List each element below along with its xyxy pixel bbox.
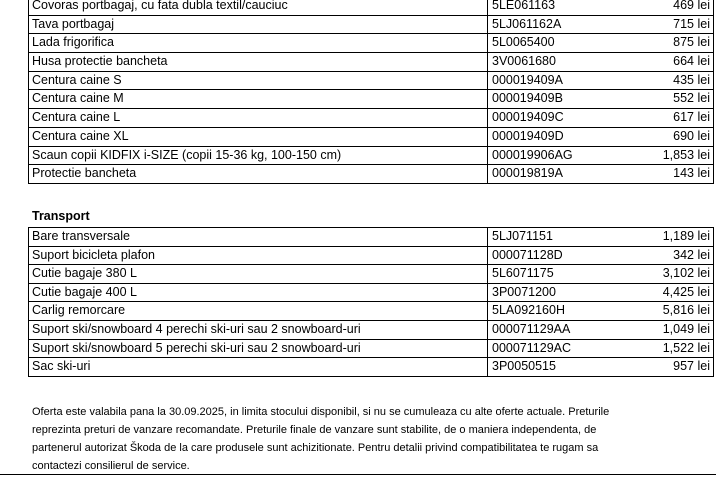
item-price: 552 lei xyxy=(673,91,710,106)
item-name: Suport ski/snowboard 4 perechi ski-uri sau 2 snowboard-uri xyxy=(29,321,488,339)
item-name: Cutie bagaje 400 L xyxy=(29,284,488,302)
offer-disclaimer xyxy=(32,403,712,475)
part-code: 000071129AA xyxy=(492,321,571,336)
part-code: 3P0071200 xyxy=(492,284,556,299)
disclaimer-line: reprezinta preturi de vanzare recomandate. Preturile finale de vanzare sunt stabilite, de o maniera independenta, de xyxy=(32,424,597,436)
part-code: 000019409B xyxy=(492,91,563,106)
item-name: Centura caine L xyxy=(29,109,488,127)
bottom-divider xyxy=(0,474,716,475)
item-price: 690 lei xyxy=(673,128,710,143)
table-row xyxy=(28,0,714,16)
item-price: 469 lei xyxy=(673,0,710,12)
table-row xyxy=(28,16,714,35)
table-row xyxy=(28,109,714,128)
code-price-cell xyxy=(488,53,713,71)
code-price-cell xyxy=(488,34,713,52)
table-row xyxy=(28,34,714,53)
code-price-cell xyxy=(488,90,713,108)
part-code: 000019819A xyxy=(492,166,563,181)
table-row xyxy=(28,302,714,321)
table-row xyxy=(28,265,714,284)
part-code: 3P0050515 xyxy=(492,359,556,374)
table-row xyxy=(28,90,714,109)
code-price-cell xyxy=(488,147,713,165)
part-code: 000071128D xyxy=(492,247,563,262)
part-code: 5L0065400 xyxy=(492,35,555,50)
transport-section-title: Transport xyxy=(32,209,90,223)
item-name: Protectie bancheta xyxy=(29,165,488,183)
disclaimer-line: Oferta este valabila pana la 30.09.2025, in limita stocului disponibil, si nu se cumuleaza cu alte oferte actuale. Preturile xyxy=(32,406,610,418)
item-name: Husa protectie bancheta xyxy=(29,53,488,71)
item-price: 1,853 lei xyxy=(662,147,710,162)
item-price: 5,816 lei xyxy=(662,303,710,318)
item-name: Lada frigorifica xyxy=(29,34,488,52)
disclaimer-line: partenerul autorizat Škoda de la care produsele sunt achizitionate. Pentru detalii privind compatibilitatea te rugam sa xyxy=(32,442,599,454)
item-price: 143 lei xyxy=(673,166,710,181)
item-name: Tava portbagaj xyxy=(29,16,488,34)
item-name: Cutie bagaje 380 L xyxy=(29,265,488,283)
part-code: 5LJ071151 xyxy=(492,229,553,243)
item-name: Suport bicicleta plafon xyxy=(29,247,488,265)
code-price-cell xyxy=(488,247,713,265)
table-row xyxy=(28,128,714,147)
item-name: Bare transversale xyxy=(29,228,488,246)
part-code: 5LE061163 xyxy=(492,0,556,12)
code-price-cell xyxy=(488,16,713,34)
disclaimer-line: contactezi consilierul de service. xyxy=(32,460,190,472)
code-price-cell xyxy=(488,128,713,146)
accessories-table xyxy=(28,0,714,184)
code-price-cell xyxy=(488,0,713,15)
table-row xyxy=(28,284,714,303)
part-code: 000019906AG xyxy=(492,147,573,162)
part-code: 000071129AC xyxy=(492,340,572,355)
item-price: 664 lei xyxy=(673,54,710,69)
item-name: Suport ski/snowboard 5 perechi ski-uri sau 2 snowboard-uri xyxy=(29,340,488,358)
part-code: 5LJ061162A xyxy=(492,16,562,31)
table-row xyxy=(28,340,714,359)
table-row xyxy=(28,321,714,340)
code-price-cell xyxy=(488,284,713,302)
item-price: 715 lei xyxy=(673,16,710,31)
part-code: 000019409A xyxy=(492,72,563,87)
code-price-cell xyxy=(488,228,713,246)
code-price-cell xyxy=(488,358,713,376)
code-price-cell xyxy=(488,302,713,320)
code-price-cell xyxy=(488,72,713,90)
item-price: 4,425 lei xyxy=(662,284,710,299)
item-price: 3,102 lei xyxy=(662,266,710,281)
part-code: 5LA092160H xyxy=(492,303,565,318)
table-row xyxy=(28,247,714,266)
item-price: 435 lei xyxy=(673,72,710,87)
item-name: Carlig remorcare xyxy=(29,302,488,320)
table-row xyxy=(28,53,714,72)
item-name: Covoras portbagaj, cu fata dubla textil/cauciuc xyxy=(29,0,488,15)
item-price: 342 lei xyxy=(673,247,710,262)
item-price: 1,189 lei xyxy=(662,229,710,243)
code-price-cell xyxy=(488,340,713,358)
item-price: 875 lei xyxy=(673,35,710,50)
transport-table xyxy=(28,227,714,377)
code-price-cell xyxy=(488,109,713,127)
part-code: 000019409C xyxy=(492,110,564,125)
item-price: 957 lei xyxy=(673,359,710,374)
code-price-cell xyxy=(488,165,713,183)
item-name: Centura caine XL xyxy=(29,128,488,146)
item-name: Sac ski-uri xyxy=(29,358,488,376)
table-row xyxy=(28,358,714,377)
item-name: Scaun copii KIDFIX i-SIZE (copii 15-36 kg, 100-150 cm) xyxy=(29,147,488,165)
item-price: 1,522 lei xyxy=(662,340,710,355)
item-name: Centura caine S xyxy=(29,72,488,90)
part-code: 5L6071175 xyxy=(492,266,554,281)
part-code: 3V0061680 xyxy=(492,54,556,69)
table-row xyxy=(28,228,714,247)
item-name: Centura caine M xyxy=(29,90,488,108)
part-code: 000019409D xyxy=(492,128,564,143)
table-row xyxy=(28,165,714,184)
table-row xyxy=(28,147,714,166)
item-price: 1,049 lei xyxy=(662,321,710,336)
table-row xyxy=(28,72,714,91)
code-price-cell xyxy=(488,265,713,283)
code-price-cell xyxy=(488,321,713,339)
item-price: 617 lei xyxy=(673,110,710,125)
